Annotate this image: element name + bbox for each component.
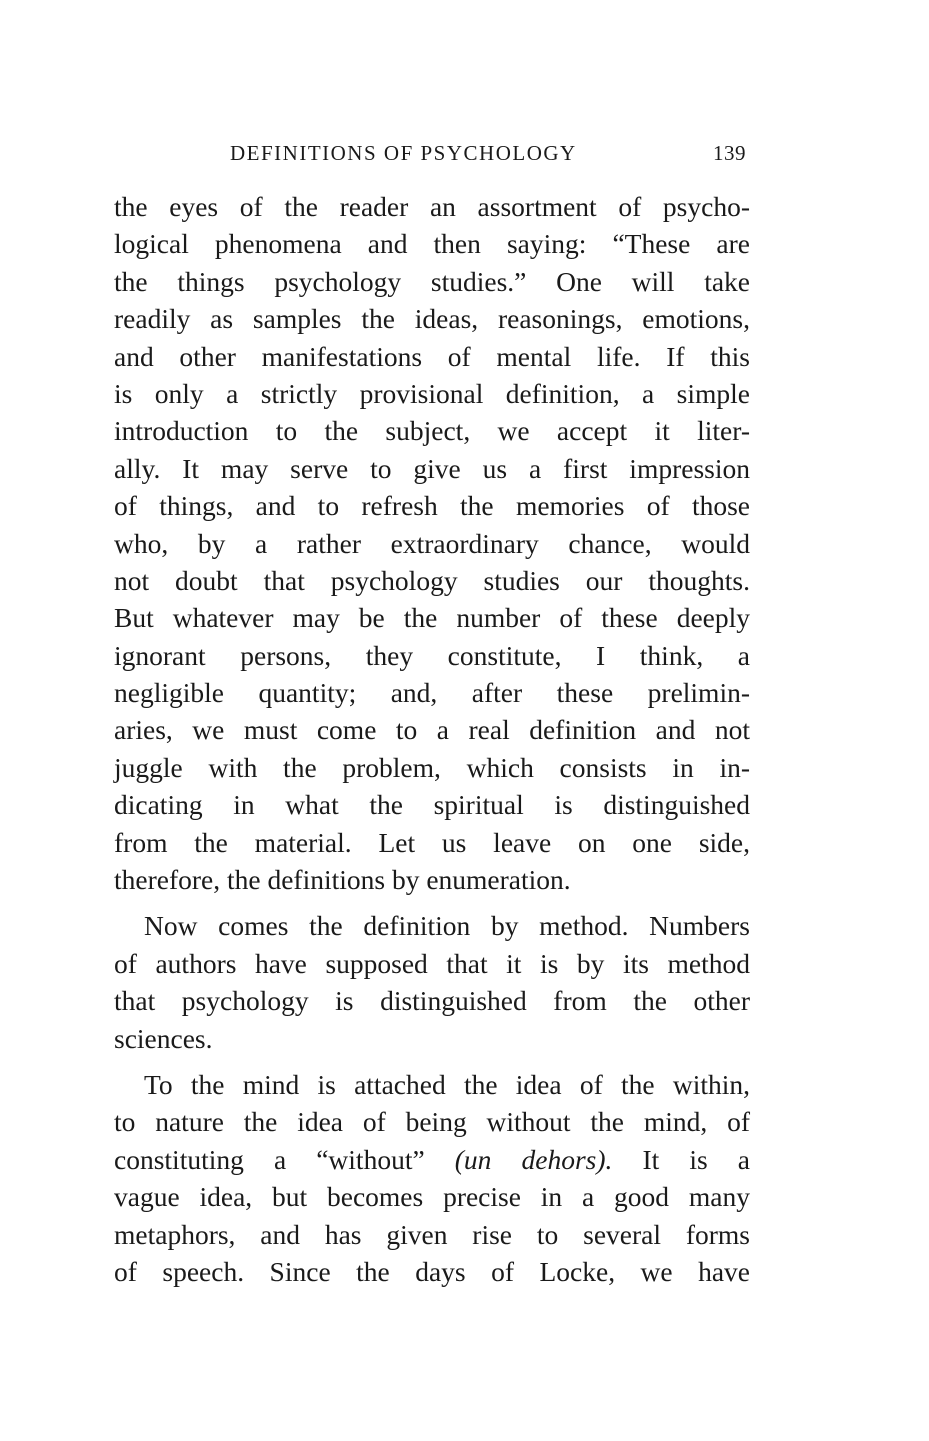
text-line: metaphors, and has given rise to several forms: [114, 1218, 750, 1250]
text-line: aries, we must come to a real definition and not: [114, 714, 750, 746]
text-line: vague idea, but becomes precise in a good many: [114, 1181, 750, 1213]
body-text: [114, 188, 750, 1290]
page-number: 139: [713, 141, 746, 165]
text-line: therefore, the definitions by enumeration.: [114, 864, 571, 896]
text-line: of speech. Since the days of Locke, we have: [114, 1255, 750, 1287]
running-title: DEFINITIONS OF PSYCHOLOGY: [230, 141, 577, 165]
text-line: of authors have supposed that it is by its method: [114, 947, 750, 979]
running-head: [114, 141, 750, 171]
text-line: introduction to the subject, we accept it liter-: [114, 415, 750, 447]
text-line: Now comes the definition by method. Numbers: [144, 910, 750, 942]
text-line: dicating in what the spiritual is distinguished: [114, 789, 750, 821]
italic-phrase: (un dehors).: [454, 1143, 613, 1175]
text-line: To the mind is attached the idea of the within,: [144, 1068, 750, 1100]
text-line: negligible quantity; and, after these prelimin-: [114, 677, 750, 709]
paragraph-1: [114, 188, 750, 898]
text-run: constituting a “without”: [114, 1143, 455, 1175]
text-line: the eyes of the reader an assortment of psycho-: [114, 191, 750, 222]
text-line: readily as samples the ideas, reasonings, emotions,: [114, 303, 750, 335]
text-line: But whatever may be the number of these deeply: [114, 602, 750, 634]
text-line: not doubt that psychology studies our thoughts.: [114, 564, 750, 596]
text-line: who, by a rather extraordinary chance, would: [114, 527, 750, 559]
paragraph-2: [114, 907, 750, 1057]
text-line: is only a strictly provisional definition, a simple: [114, 377, 750, 409]
text-line: ally. It may serve to give us a first impression: [114, 452, 750, 484]
text-line: sciences.: [114, 1022, 213, 1054]
text-line: that psychology is distinguished from the other: [114, 985, 750, 1017]
text-line: of things, and to refresh the memories of those: [114, 490, 750, 522]
text-line: ignorant persons, they constitute, I think, a: [114, 639, 750, 671]
text-line-with-italic: [114, 1141, 750, 1178]
text-line: the things psychology studies.” One will take: [114, 265, 750, 297]
text-line: from the material. Let us leave on one side,: [114, 826, 750, 858]
text-line: and other manifestations of mental life. If this: [114, 340, 750, 372]
paragraph-3: [114, 1066, 750, 1290]
text-line: logical phenomena and then saying: “These are: [114, 228, 750, 260]
text-line: juggle with the problem, which consists in in-: [114, 751, 750, 783]
text-line: to nature the idea of being without the mind, of: [114, 1106, 750, 1138]
text-run: It is a: [612, 1143, 750, 1175]
